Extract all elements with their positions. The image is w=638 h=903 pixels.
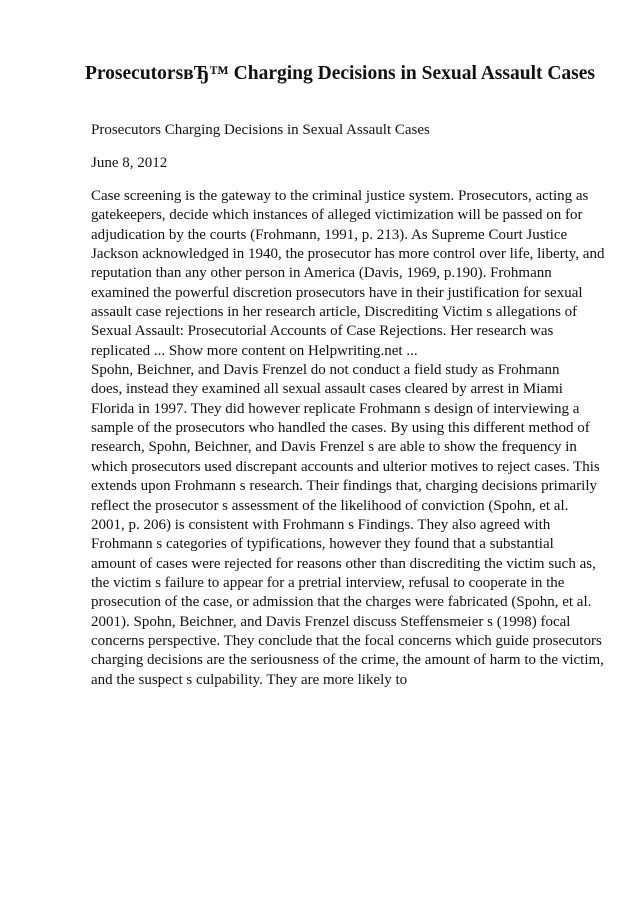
body-line: research, Spohn, Beichner, and Davis Frenzel s are able to show the frequency in (91, 439, 577, 456)
body-line: Spohn, Beichner, and Davis Frenzel do not conduct a field study as Frohmann (91, 362, 560, 379)
document-date: June 8, 2012 (91, 155, 168, 171)
document-body (91, 187, 605, 690)
body-line: Case screening is the gateway to the criminal justice system. Prosecutors, acting as (91, 188, 589, 204)
body-line: reflect the prosecutor s assessment of the likelihood of conviction (Spohn, et al. (91, 497, 569, 514)
body-line: amount of cases were rejected for reasons other than discrediting the victim such as, (91, 555, 596, 572)
document-subtitle: Prosecutors Charging Decisions in Sexual Assault Cases (91, 122, 430, 138)
body-line: adjudication by the courts (Frohmann, 1991, p. 213). As Supreme Court Justice (91, 226, 568, 243)
body-line-show-more: replicated ... Show more content on Helpwriting.net ... (91, 342, 418, 359)
body-line: 2001). Spohn, Beichner, and Davis Frenzel discuss Steffensmeier s (1998) focal (91, 613, 571, 630)
body-line: extends upon Frohmann s research. Their findings that, charging decisions primarily (91, 478, 598, 495)
document-title: ProsecutorsвЂ™ Charging Decisions in Sexual Assault Cases (84, 63, 596, 84)
body-line: Sexual Assault: Prosecutorial Accounts of Case Rejections. Her research was (91, 323, 554, 340)
body-line: gatekeepers, decide which instances of alleged victimization will be passed on for (91, 207, 583, 224)
body-line: Frohmann s categories of typifications, however they found that a substantial (91, 536, 554, 553)
body-line: sample of the prosecutors who handled the cases. By using this different method of (91, 420, 590, 437)
body-line: charging decisions are the seriousness of the crime, the amount of harm to the victim, (91, 652, 604, 669)
body-line: does, instead they examined all sexual assault cases cleared by arrest in Miami (91, 381, 563, 398)
body-line: which prosecutors used discrepant accounts and ulterior motives to reject cases. This (91, 458, 600, 475)
body-line: prosecution of the case, or admission that the charges were fabricated (Spohn, et al. (91, 594, 592, 611)
body-line: the victim s failure to appear for a pretrial interview, refusal to cooperate in the (91, 574, 565, 591)
body-line: 2001, p. 206) is consistent with Frohmann s Findings. They also agreed with (91, 516, 551, 533)
body-line: concerns perspective. They conclude that the focal concerns which guide prosecutors (91, 632, 602, 649)
body-line: and the suspect s culpability. They are more likely to (91, 671, 408, 688)
body-line: examined the powerful discretion prosecutors have in their justification for sexual (91, 284, 583, 301)
body-line: Jackson acknowledged in 1940, the prosecutor has more control over life, liberty, and (91, 246, 605, 263)
body-line: assault case rejections in her research article, Discrediting Victim s allegations of (91, 304, 578, 321)
body-line: reputation than any other person in America (Davis, 1969, p.190). Frohmann (91, 265, 552, 282)
body-line: Florida in 1997. They did however replicate Frohmann s design of interviewing a (91, 400, 580, 417)
